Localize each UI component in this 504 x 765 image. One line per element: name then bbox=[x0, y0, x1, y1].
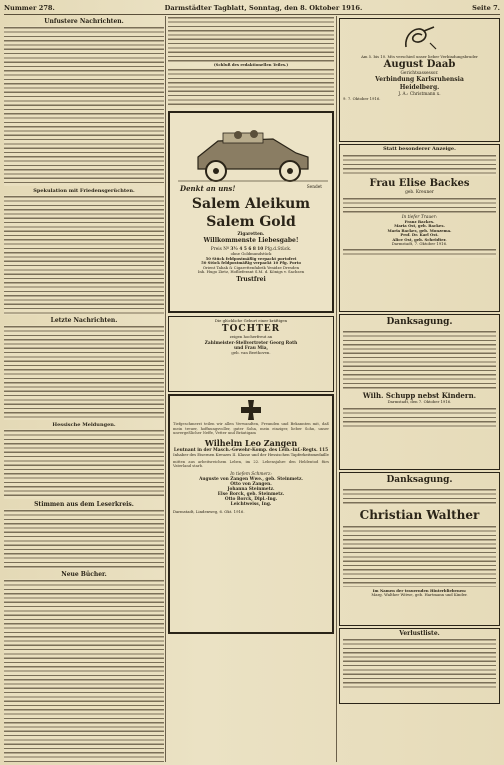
daab-sig: J. A.: Christmann x. bbox=[398, 92, 441, 98]
text-block bbox=[343, 154, 496, 176]
text-block bbox=[4, 509, 164, 569]
mourner: Else Borck, geb. Steinmetz. bbox=[217, 492, 285, 498]
death-date: Darmstadt, Lindenweg, 6. Okt. 1916. bbox=[173, 509, 245, 515]
text-block bbox=[343, 197, 496, 213]
backes-mourn: In tiefer Trauer: bbox=[401, 215, 438, 220]
schupp-date: Darmstadt, den 7. Oktober 1916. bbox=[387, 399, 452, 404]
mourner: Maria Backes, geb. Monzema. bbox=[387, 227, 452, 233]
backes-name: Frau Elise Backes bbox=[369, 178, 470, 189]
fraternity-emblem-icon bbox=[400, 23, 440, 53]
daab-name: August Daab bbox=[383, 59, 456, 71]
mourner: Prof. Dr. Karl Ost. bbox=[400, 232, 439, 238]
text-block bbox=[343, 330, 496, 390]
cig-maker: Inh. Hugo Zietz, Hoflieferant S.M. d. Königs v. Sachsen bbox=[197, 269, 305, 275]
cig-note: ohne Goldmundstück bbox=[230, 251, 272, 257]
section-heading: Spekulation mit Friedensgerüchten. bbox=[33, 188, 135, 194]
text-block bbox=[343, 638, 496, 688]
walther-name: Christian Walther bbox=[359, 508, 480, 522]
price-values: 3½ 4 5 6 8 10 bbox=[230, 247, 264, 253]
section-heading: Neue Bücher. bbox=[61, 571, 107, 578]
cig-tagline: Willkommenste Liebesgabe! bbox=[203, 237, 299, 245]
cig-maker: Orient Tabak & Cigarettenfabrik Yenidze Dresden bbox=[202, 264, 300, 270]
birth-name: und Frau Mia, bbox=[233, 346, 269, 352]
walther-sig: Marg. Walther Witwe, geb. Hartmann und Kinder. bbox=[371, 592, 468, 598]
end-of-editorial: (Schluß des redaktionellen Teiles.) bbox=[213, 62, 289, 67]
brand-salem-aleikum: Salem Aleikum bbox=[191, 196, 311, 213]
cig-zig: Zigaretten. bbox=[237, 232, 265, 238]
backes-notice bbox=[339, 144, 500, 312]
text-block bbox=[4, 325, 164, 420]
death-mourn: In tiefem Schmerz: bbox=[230, 472, 272, 478]
mourner: Leichtweiss, Ing. bbox=[230, 502, 272, 508]
mourner: Otto Borck, Dipl.-Ing. bbox=[224, 497, 278, 503]
birth-name: geb. van Beethoven. bbox=[231, 350, 271, 356]
verlustliste-notice bbox=[339, 628, 500, 704]
text-block bbox=[168, 16, 334, 62]
danksagung-title: Danksagung. bbox=[386, 317, 453, 327]
text-block bbox=[343, 525, 496, 587]
section-heading: Stimmen aus dem Leserkreis. bbox=[34, 501, 134, 508]
death-text: Tiefgeschmerzt teilen wir allen Verwandten, Freunden und Bekannten mit, daß mein treuer, hoffnungsvoller, guter Sohn, mein einziger, lieber Sohn, unser unvergeßlicher Neffe, Vetter und Bräutigam bbox=[173, 422, 329, 435]
backes-geb: geb. Kreuner bbox=[405, 190, 434, 195]
verlustliste-title: Verlustliste. bbox=[399, 630, 440, 637]
backes-date: Darmstadt, 7. Oktober 1916. bbox=[391, 241, 448, 247]
birth-intro: Die glückliche Geburt einer kräftigen bbox=[214, 318, 288, 324]
masthead bbox=[4, 2, 500, 15]
mourner: Auguste von Zangen Wwe., geb. Steinmetz. bbox=[199, 477, 303, 483]
death-notice bbox=[168, 394, 334, 634]
price-label: Preis Nº bbox=[210, 247, 230, 253]
death-rank: Leutnant in der Masch.-Gewehr-Komp. des Leib.-Inf.-Regts. 115 bbox=[173, 448, 329, 454]
birth-announcement bbox=[168, 316, 334, 392]
brand-salem-gold: Salem Gold bbox=[206, 214, 296, 231]
text-block bbox=[4, 195, 164, 315]
text-block bbox=[4, 579, 164, 762]
cig-note: 50 Stück feldpostmäßig verpackt 10 Pfg. Porto bbox=[201, 260, 301, 266]
car-illustration bbox=[178, 119, 328, 185]
mourner: Johanna Steinmetz. bbox=[227, 487, 275, 493]
walther-sig: Im Namen der trauernden Hinterbliebenen: bbox=[372, 588, 467, 593]
daab-intro: Am 5. bis 10. Mts verschied unser lieber Verbindungsbruder bbox=[361, 54, 478, 59]
iron-cross-icon bbox=[241, 400, 261, 420]
text-block bbox=[4, 429, 164, 499]
column-news bbox=[4, 16, 164, 762]
text-block bbox=[168, 68, 334, 108]
mourner: Franz Backes. bbox=[404, 219, 435, 224]
daab-date: 9. 7. Oktober 1916. bbox=[343, 96, 381, 102]
issue-number: Nummer 278. bbox=[4, 4, 55, 12]
schupp-sig: Wilh. Schupp nebst Kindern. bbox=[362, 391, 477, 400]
danksagung-title: Danksagung. bbox=[386, 475, 453, 485]
birth-name: Zahlmeister-Stellvertreter Georg Roth bbox=[204, 341, 298, 347]
mourner: Alice Ost, geb. Schrödter. bbox=[392, 236, 447, 242]
birth-zeigen: zeigen hocherfreut an bbox=[229, 333, 273, 339]
section-heading: Hessische Meldungen. bbox=[52, 422, 116, 428]
daab-role: Gerichtsassessor. bbox=[400, 71, 439, 77]
text-block bbox=[4, 26, 164, 186]
section-heading: Unfustere Nachrichten. bbox=[44, 18, 124, 25]
cigarette-ad bbox=[168, 111, 334, 313]
column-rule bbox=[336, 16, 337, 762]
daab-org: Verbindung Karlsruhensia bbox=[375, 76, 464, 84]
section-heading: Letzte Nachrichten. bbox=[50, 317, 118, 324]
mourner: Maria Ost, geb. Backes. bbox=[394, 223, 445, 229]
column-notices bbox=[339, 16, 500, 762]
death-text2: mitten aus arbeitsreichem Leben, im 22. Lebensjahre den Heldentod fürs Vaterland starb. bbox=[173, 459, 329, 468]
column-rule bbox=[165, 16, 166, 762]
birth-word: TOCHTER bbox=[221, 323, 281, 334]
cig-trust: Trustfrei bbox=[236, 276, 266, 284]
cig-slogan: Denkt an uns! bbox=[180, 184, 236, 194]
text-block bbox=[343, 488, 496, 506]
cig-note: 50 Stück feldpostmäßig verpackt portofrei bbox=[205, 255, 297, 261]
death-awards: Inhaber des Eisernen Kreuzes II. Klasse und der Hessischen Tapferkeitsmedaille bbox=[173, 452, 329, 458]
mourner: Otto von Zangen. bbox=[230, 482, 272, 488]
column-ads-center bbox=[168, 16, 334, 762]
masthead-title: Darmstädter Tagblatt, Sonntag, den 8. Oktober 1916. bbox=[164, 4, 363, 12]
cig-send: Sendet bbox=[306, 185, 322, 191]
walther-notice bbox=[339, 472, 500, 626]
schupp-notice bbox=[339, 314, 500, 470]
page-number: Seite 7. bbox=[472, 4, 500, 12]
text-block bbox=[343, 248, 496, 258]
daab-notice bbox=[339, 18, 500, 142]
daab-org: Heidelberg. bbox=[399, 84, 440, 92]
cig-text bbox=[170, 185, 332, 284]
text-block bbox=[343, 407, 496, 429]
backes-title: Statt besonderer Anzeige. bbox=[383, 146, 456, 152]
death-name: Wilhelm Leo Zangen bbox=[204, 438, 298, 449]
price-unit: Pfg.d.Stück. bbox=[264, 247, 292, 253]
